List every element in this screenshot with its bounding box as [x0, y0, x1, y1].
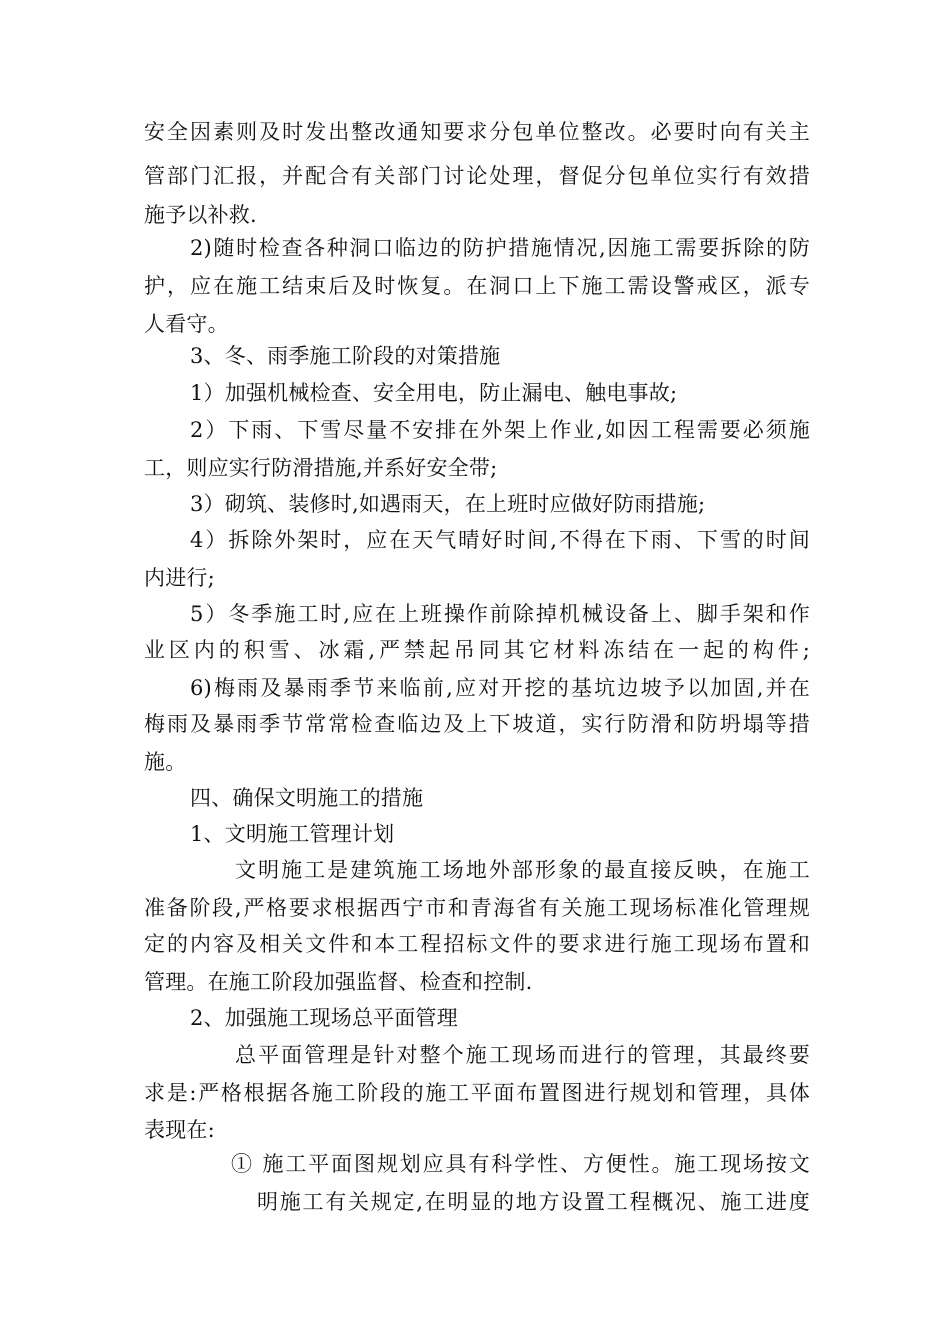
list-item-1-line-2: 明施工有关规定,在明显的地方设置工程概况、施工进度 — [257, 1190, 810, 1214]
text-line-17: 梅雨及暴雨季节常常检查临边及上下坡道，实行防滑和防坍塌等措 — [144, 712, 810, 736]
text-line-15: 业区内的积雪、冰霜,严禁起吊同其它材料冻结在一起的构件; — [144, 638, 810, 662]
text-line-11: 3）砌筑、装修时,如遇雨天，在上班时应做好防雨措施; — [190, 492, 706, 516]
text-line-24: 管理。在施工阶段加强监督、检查和控制. — [144, 970, 533, 994]
text-line-3: 施予以补救. — [144, 203, 257, 227]
text-line-13: 内进行; — [144, 566, 215, 590]
text-line-26: 总平面管理是针对整个施工现场而进行的管理，其最终要 — [235, 1043, 810, 1067]
list-item-1-line-1: ① 施工平面图规划应具有科学性、方便性。施工现场按文 — [231, 1152, 810, 1176]
section-heading-3: 3、冬、雨季施工阶段的对策措施 — [190, 344, 501, 368]
text-line-16: 6)梅雨及暴雨季节来临前,应对开挖的基坑边坡予以加固,并在 — [190, 676, 810, 700]
text-line-2: 管部门汇报，并配合有关部门讨论处理，督促分包单位实行有效措 — [144, 164, 810, 188]
text-line-12: 4）拆除外架时，应在天气晴好时间,不得在下雨、下雪的时间 — [190, 528, 810, 552]
text-line-23: 定的内容及相关文件和本工程招标文件的要求进行施工现场布置和 — [144, 932, 810, 956]
text-line-28: 表现在: — [144, 1118, 215, 1142]
text-line-18: 施。 — [144, 750, 187, 774]
text-line-21: 文明施工是建筑施工场地外部形象的最直接反映，在施工 — [235, 858, 810, 882]
text-line-1: 安全因素则及时发出整改通知要求分包单位整改。必要时向有关主 — [144, 120, 810, 144]
text-line-14: 5）冬季施工时,应在上班操作前除掉机械设备上、脚手架和作 — [190, 602, 810, 626]
text-line-9: 2）下雨、下雪尽量不安排在外架上作业,如因工程需要必须施 — [190, 418, 810, 442]
section-heading-4: 四、确保文明施工的措施 — [190, 786, 424, 810]
text-line-10: 工，则应实行防滑措施,并系好安全带; — [144, 456, 498, 480]
text-line-5: 护，应在施工结束后及时恢复。在洞口上下施工需设警戒区，派专 — [144, 274, 810, 298]
text-line-4: 2)随时检查各种洞口临边的防护措施情况,因施工需要拆除的防 — [190, 236, 810, 260]
text-line-22: 准备阶段,严格要求根据西宁市和青海省有关施工现场标准化管理规 — [144, 896, 810, 920]
text-line-8: 1）加强机械检查、安全用电，防止漏电、触电事故; — [190, 381, 678, 405]
subsection-heading-2: 2、加强施工现场总平面管理 — [190, 1006, 458, 1030]
subsection-heading-1: 1、文明施工管理计划 — [190, 822, 395, 846]
text-line-27: 求是:严格根据各施工阶段的施工平面布置图进行规划和管理，具体 — [144, 1081, 810, 1105]
text-line-6: 人看守。 — [144, 312, 229, 336]
